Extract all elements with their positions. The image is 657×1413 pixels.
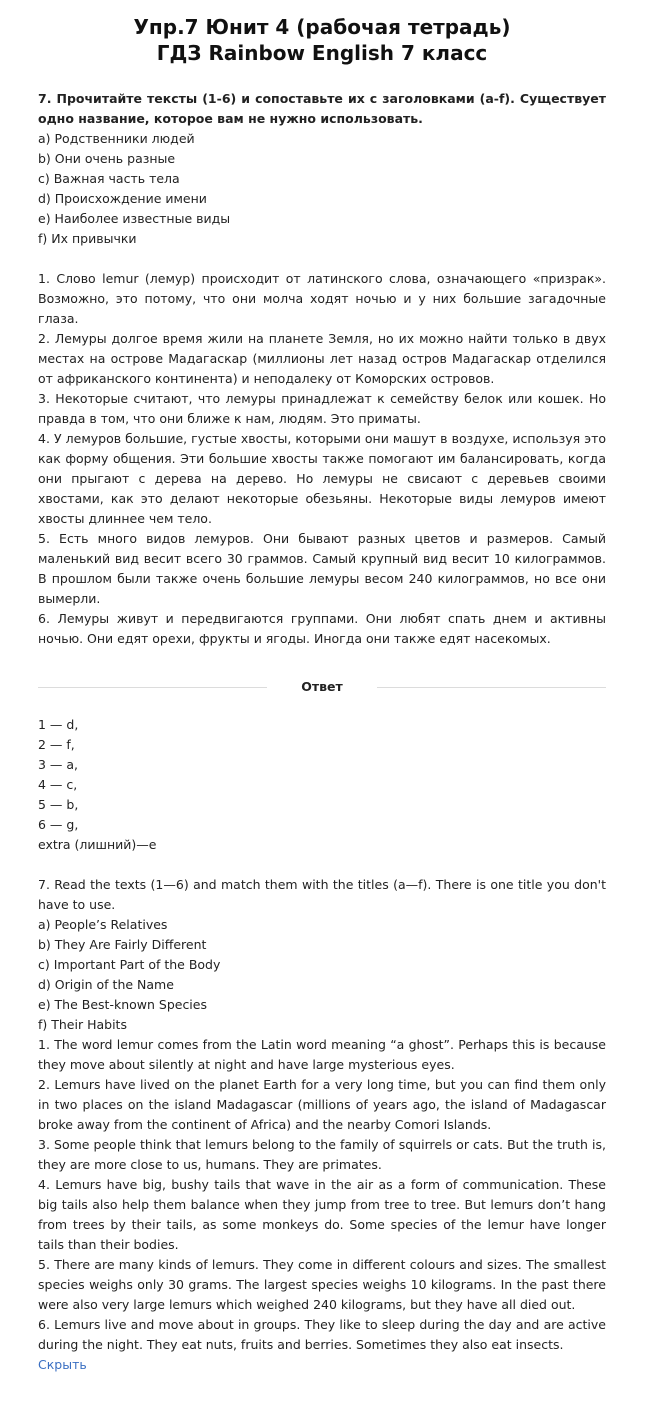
title-option: d) Origin of the Name: [38, 977, 174, 992]
title-option: e) The Best-known Species: [38, 997, 207, 1012]
answer-item: 4 — c,: [38, 777, 78, 792]
page-title: [38, 14, 606, 66]
text-paragraph: 4. У лемуров большие, густые хвосты, которыми они машут в воздухе, используя это как форму общения. Эти большие хвосты также помогают им балансировать, когда они прыгают с дерева на дерево. Но лемуры не свисают с деревьев своими хвостами, как это делают некоторые обезьяны. Некоторые виды лемуров имеют хвосты длиннее чем тело.: [38, 431, 606, 526]
title-option: f) Their Habits: [38, 1017, 127, 1032]
page-content: [38, 14, 606, 1375]
answer-item: 1 — d,: [38, 717, 79, 732]
text-paragraph: 3. Some people think that lemurs belong to the family of squirrels or cats. But the truth is, they are more close to us, humans. They are primates.: [38, 1137, 606, 1172]
text-paragraph: 5. Есть много видов лемуров. Они бывают разных цветов и размеров. Самый маленький вид весит всего 30 граммов. Самый крупный вид весит 10 килограммов. В прошлом были также очень большие лемуры весом 240 килограммов, но все они вымерли.: [38, 531, 606, 606]
answer-item: 6 — g,: [38, 817, 79, 832]
text-paragraph: 4. Lemurs have big, bushy tails that wave in the air as a form of communication. These big tails also help them balance when they jump from tree to tree. But lemurs don’t hang from trees by their tails, as some monkeys do. Some species of the lemur have longer tails than their bodies.: [38, 1177, 606, 1252]
hide-answer-link[interactable]: Скрыть: [38, 1357, 87, 1372]
answer-item: 2 — f,: [38, 737, 75, 752]
text-paragraph: 5. There are many kinds of lemurs. They come in different colours and sizes. The smallest species weighs only 30 grams. The largest species weighs 10 kilograms. In the past there were also very large lemurs which weighed 240 kilograms, but they have all died out.: [38, 1257, 606, 1312]
answer-item: extra (лишний)—e: [38, 837, 157, 852]
answer-item: 5 — b,: [38, 797, 79, 812]
page-title-line-2: ГДЗ Rainbow English 7 класс: [156, 41, 488, 65]
text-paragraph: 6. Lemurs live and move about in groups. They like to sleep during the day and are active during the night. They eat nuts, fruits and berries. Sometimes they also eat insects.: [38, 1317, 606, 1352]
title-option: c) Важная часть тела: [38, 171, 180, 186]
title-option: b) They Are Fairly Different: [38, 937, 207, 952]
task-heading-ru: 7. Прочитайте тексты (1-6) и сопоставьте их с заголовками (a-f). Существует одно название, которое вам не нужно использовать.: [38, 91, 606, 126]
title-option: d) Происхождение имени: [38, 191, 207, 206]
title-option: a) Родственники людей: [38, 131, 195, 146]
text-paragraph: 3. Некоторые считают, что лемуры принадлежат к семейству белок или кошек. Но правда в том, что они ближе к нам, людям. Это приматы.: [38, 391, 606, 426]
title-option: f) Их привычки: [38, 231, 137, 246]
text-paragraph: 1. Слово lemur (лемур) происходит от латинского слова, означающего «призрак». Возможно, это потому, что они молча ходят ночью и у них большие загадочные глаза.: [38, 271, 606, 326]
answer-list: [38, 715, 606, 855]
task-heading-en: 7. Read the texts (1—6) and match them with the titles (a—f). There is one title you don't have to use.: [38, 877, 606, 912]
divider-line-left: [38, 687, 267, 688]
text-paragraph: 2. Лемуры долгое время жили на планете Земля, но их можно найти только в двух местах на острове Мадагаскар (миллионы лет назад остров Мадагаскар отделился от африканского континента) и неподалеку от Коморских островов.: [38, 331, 606, 386]
answer-item: 3 — a,: [38, 757, 79, 772]
answer-divider: [38, 677, 606, 697]
title-option: a) People’s Relatives: [38, 917, 168, 932]
title-option: c) Important Part of the Body: [38, 957, 221, 972]
spacer: [38, 855, 606, 875]
spacer: [38, 249, 606, 269]
answer-label: Ответ: [301, 679, 343, 694]
text-paragraph: 6. Лемуры живут и передвигаются группами. Они любят спать днем и активны ночью. Они едят орехи, фрукты и ягоды. Иногда они также едят насекомых.: [38, 611, 606, 646]
exercise-body: [38, 89, 606, 1375]
title-option: b) Они очень разные: [38, 151, 176, 166]
text-paragraph: 2. Lemurs have lived on the planet Earth for a very long time, but you can find them only in two places on the island Madagascar (millions of years ago, the island of Madagascar broke away from the continent of Africa) and the nearby Comori Islands.: [38, 1077, 606, 1132]
page-title-line-1: Упр.7 Юнит 4 (рабочая тетрадь): [133, 15, 511, 39]
title-option: e) Наиболее известные виды: [38, 211, 231, 226]
divider-line-right: [377, 687, 606, 688]
text-paragraph: 1. The word lemur comes from the Latin word meaning “a ghost”. Perhaps this is because they move about silently at night and have large mysterious eyes.: [38, 1037, 606, 1072]
